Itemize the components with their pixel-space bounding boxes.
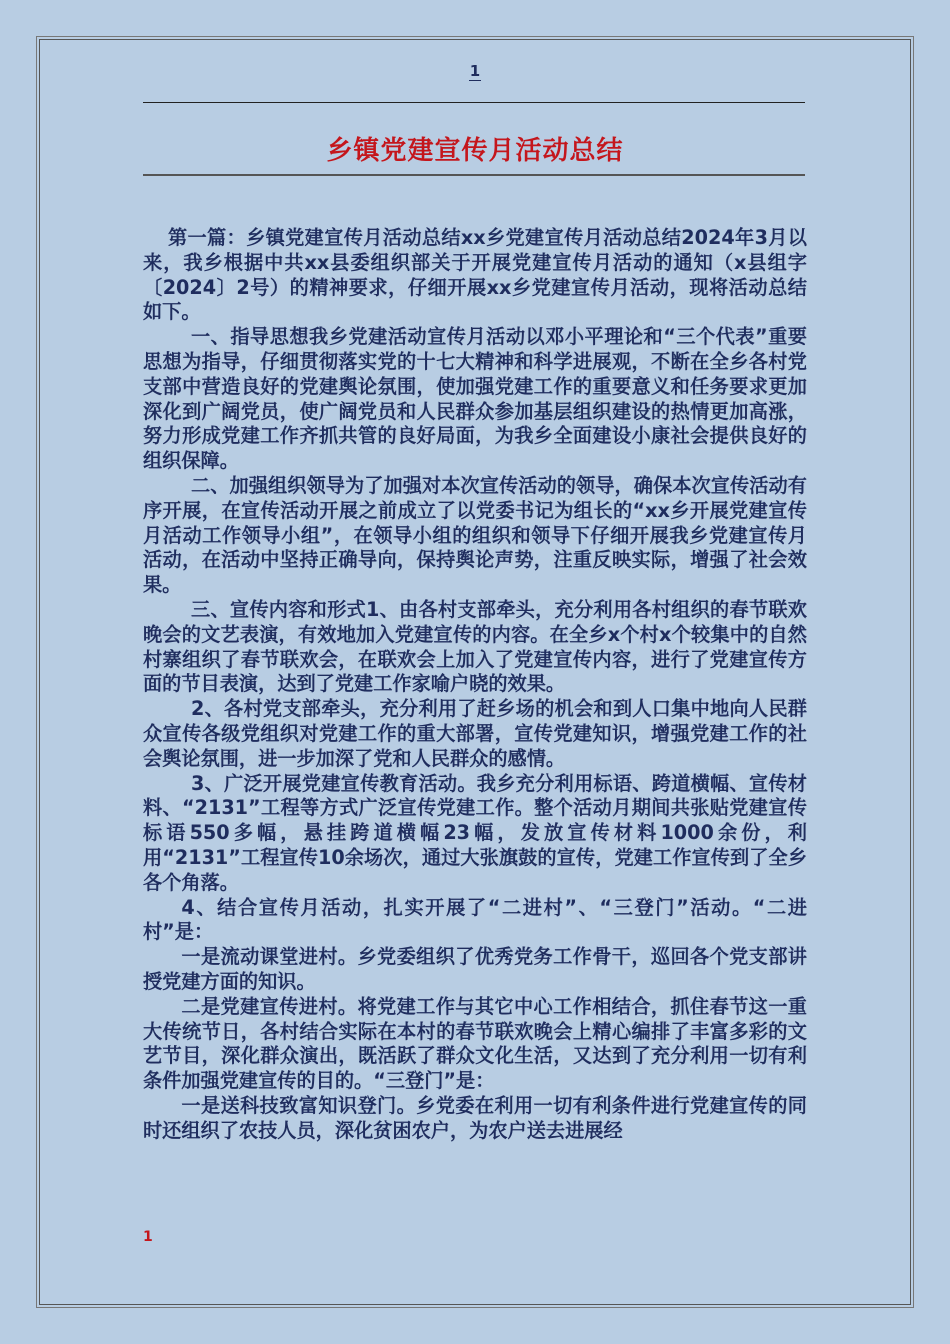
document-title: 乡镇党建宣传月活动总结 xyxy=(326,136,624,166)
paragraph: 4、结合宣传月活动，扎实开展了“二进村”、“三登门”活动。“二进村”是： xyxy=(143,895,807,944)
paragraph: 3、广泛开展党建宣传教育活动。我乡充分利用标语、跨道横幅、宣传材料、“2131”工程等方式广泛宣传党建工作。整个活动月期间共张贴党建宣传标语550多幅，悬挂跨道横幅23幅，发放宣传材料1000余份，利用“2131”工程宣传10余场次，通过大张旗鼓的宣传，党建工作宣传到了全乡各个角落。 xyxy=(143,771,807,894)
header-page-number: 1 xyxy=(469,62,481,80)
footer-page-number: 1 xyxy=(143,1229,153,1245)
paragraph: 二、加强组织领导为了加强对本次宣传活动的领导，确保本次宣传活动有序开展，在宣传活动开展之前成立了以党委书记为组长的“xx乡开展党建宣传月活动工作领导小组”，在领导小组的组织和领导下仔细开展我乡党建宣传月活动，在活动中坚持正确导向，保持舆论声势，注重反映实际，增强了社会效果。 xyxy=(143,473,807,597)
paragraph: 一是送科技致富知识登门。乡党委在利用一切有利条件进行党建宣传的同时还组织了农技人员，深化贫困农户，为农户送去进展经 xyxy=(143,1093,807,1142)
paragraph: 第一篇：乡镇党建宣传月活动总结xx乡党建宣传月活动总结2024年3月以来，我乡根据中共xx县委组织部关于开展党建宣传月活动的通知（x县组字〔2024〕2号）的精神要求，仔细开展xx乡党建宣传月活动，现将活动总结如下。 xyxy=(143,226,807,324)
document-body xyxy=(143,226,807,1143)
paragraph: 二是党建宣传进村。将党建工作与其它中心工作相结合，抓住春节这一重大传统节日，各村结合实际在本村的春节联欢晚会上精心编排了丰富多彩的文艺节目，深化群众演出，既活跃了群众文化生活，又达到了充分利用一切有利条件加强党建宣传的目的。“三登门”是： xyxy=(143,994,807,1093)
paragraph: 2、各村党支部牵头，充分利用了赶乡场的机会和到人口集中地向人民群众宣传各级党组织对党建工作的重大部署，宣传党建知识，增强党建工作的社会舆论氛围，进一步加深了党和人民群众的感情。 xyxy=(143,697,807,770)
title-rule xyxy=(143,174,805,176)
paragraph: 一是流动课堂进村。乡党委组织了优秀党务工作骨干，巡回各个党支部讲授党建方面的知识。 xyxy=(143,945,807,993)
header-rule xyxy=(143,102,805,103)
paragraph: 三、宣传内容和形式1、由各村支部牵头，充分利用各村组织的春节联欢晚会的文艺表演，有效地加入党建宣传的内容。在全乡x个村x个较集中的自然村寨组织了春节联欢会，在联欢会上加入了党建宣传内容，进行了党建宣传方面的节目表演，达到了党建工作家喻户晓的效果。 xyxy=(143,597,807,696)
paragraph: 一、指导思想我乡党建活动宣传月活动以邓小平理论和“三个代表”重要思想为指导，仔细贯彻落实党的十七大精神和科学进展观，不断在全乡各村党支部中营造良好的党建舆论氛围，使加强党建工作的重要意义和任务要求更加深化到广阔党员，使广阔党员和人民群众参加基层组织建设的热情更加高涨，努力形成党建工作齐抓共管的良好局面，为我乡全面建设小康社会提供良好的组织保障。 xyxy=(143,325,807,473)
